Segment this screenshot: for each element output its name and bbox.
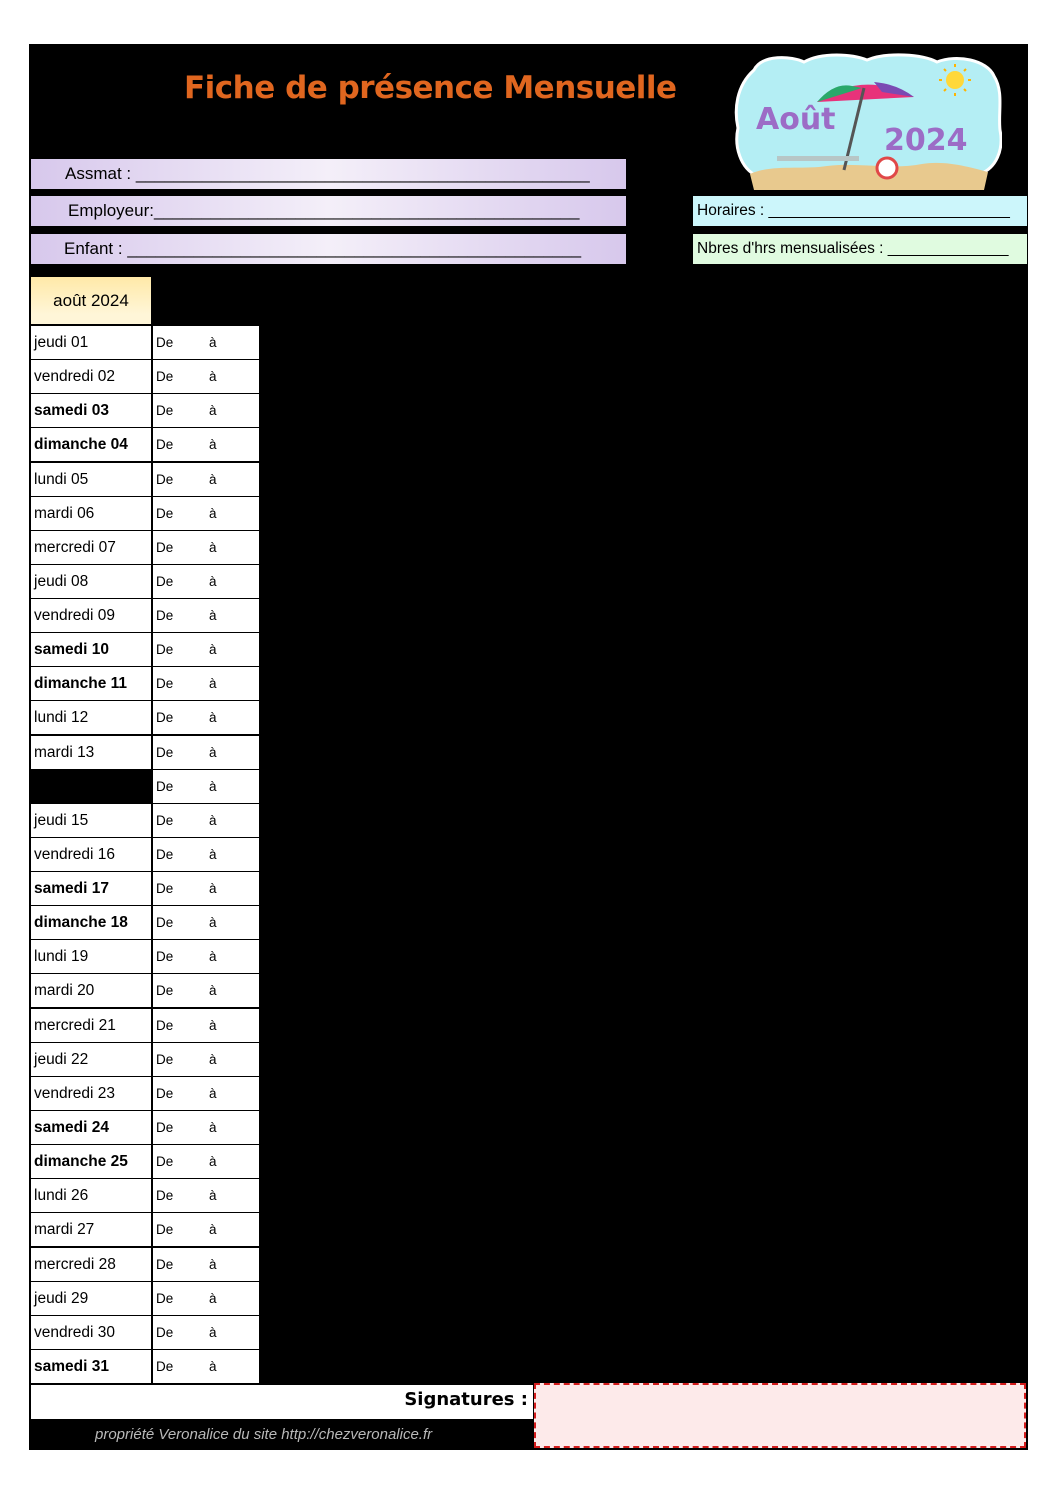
day-row	[31, 1111, 259, 1144]
to-label: à	[209, 778, 217, 794]
time-cell[interactable]	[153, 770, 259, 803]
day-row	[31, 667, 259, 700]
from-label: De	[156, 983, 174, 999]
to-label: à	[209, 1017, 217, 1033]
from-label: De	[156, 710, 174, 726]
from-label: De	[156, 539, 174, 555]
day-label: dimanche 25	[31, 1145, 151, 1178]
time-cell[interactable]	[153, 633, 259, 666]
day-label: mardi 13	[31, 736, 151, 769]
beach-ball-icon	[877, 158, 897, 178]
time-cell[interactable]	[153, 531, 259, 564]
day-label	[31, 770, 151, 803]
day-row	[31, 1248, 259, 1281]
to-label: à	[209, 1188, 217, 1204]
day-label: samedi 17	[31, 872, 151, 905]
time-cell[interactable]	[153, 804, 259, 837]
day-row	[31, 531, 259, 564]
time-cell[interactable]	[153, 1009, 259, 1042]
to-label: à	[209, 949, 217, 965]
day-label: vendredi 16	[31, 838, 151, 871]
time-cell[interactable]	[153, 565, 259, 598]
day-label: jeudi 22	[31, 1043, 151, 1076]
day-row	[31, 633, 259, 666]
time-cell[interactable]	[153, 326, 259, 359]
from-label: De	[156, 812, 174, 828]
to-label: à	[209, 676, 217, 692]
footer-credit: propriété Veronalice du site http://chezveronalice.fr	[95, 1426, 433, 1443]
day-row	[31, 565, 259, 598]
day-row	[31, 940, 259, 973]
day-row	[31, 736, 259, 769]
from-label: De	[156, 915, 174, 931]
to-label: à	[209, 335, 217, 350]
to-label: à	[209, 642, 217, 658]
time-cell[interactable]	[153, 1248, 259, 1281]
time-cell[interactable]	[153, 463, 259, 496]
day-label: samedi 31	[31, 1350, 151, 1383]
day-label: lundi 12	[31, 701, 151, 734]
to-label: à	[209, 1051, 217, 1067]
to-label: à	[209, 505, 217, 521]
to-label: à	[209, 881, 217, 897]
day-row	[31, 1350, 259, 1383]
time-cell[interactable]	[153, 736, 259, 769]
to-label: à	[209, 369, 217, 385]
time-cell[interactable]	[153, 701, 259, 734]
from-label: De	[156, 1017, 174, 1033]
to-label: à	[209, 1290, 217, 1306]
from-label: De	[156, 642, 174, 658]
signatures-label: Signatures :	[404, 1389, 528, 1410]
to-label: à	[209, 1154, 217, 1170]
to-label: à	[209, 403, 217, 419]
from-label: De	[156, 1290, 174, 1306]
assmat-label: Assmat : ________________________________________________	[65, 164, 590, 183]
time-cell[interactable]	[153, 667, 259, 700]
month-header: août 2024	[31, 277, 151, 324]
from-label: De	[156, 676, 174, 692]
page-title: Fiche de présence Mensuelle	[184, 70, 677, 106]
day-row	[31, 428, 259, 461]
to-label: à	[209, 437, 217, 453]
deck-chair-icon	[777, 156, 859, 161]
day-label: dimanche 04	[31, 428, 151, 461]
day-row	[31, 1009, 259, 1042]
time-cell[interactable]	[153, 1111, 259, 1144]
time-cell[interactable]	[153, 1043, 259, 1076]
day-label: mardi 27	[31, 1213, 151, 1246]
day-row	[31, 463, 259, 496]
to-label: à	[209, 846, 217, 862]
to-label: à	[209, 539, 217, 555]
day-label: mercredi 21	[31, 1009, 151, 1042]
day-label: samedi 10	[31, 633, 151, 666]
to-label: à	[209, 1085, 217, 1101]
time-cell[interactable]	[153, 394, 259, 427]
time-cell[interactable]	[153, 872, 259, 905]
signatures-bar	[31, 1385, 533, 1419]
from-label: De	[156, 744, 174, 760]
badge-year: 2024	[884, 123, 968, 158]
to-label: à	[209, 710, 217, 726]
day-row	[31, 770, 259, 803]
time-cell[interactable]	[153, 599, 259, 632]
day-label: samedi 24	[31, 1111, 151, 1144]
from-label: De	[156, 505, 174, 521]
signature-area[interactable]	[534, 1383, 1026, 1448]
time-cell[interactable]	[153, 1350, 259, 1383]
time-cell[interactable]	[153, 940, 259, 973]
day-row	[31, 1282, 259, 1315]
from-label: De	[156, 1154, 174, 1170]
to-label: à	[209, 744, 217, 760]
month-badge	[732, 52, 1002, 194]
from-label: De	[156, 1085, 174, 1101]
from-label: De	[156, 1051, 174, 1067]
day-label: jeudi 01	[31, 326, 151, 359]
day-label: mercredi 28	[31, 1248, 151, 1281]
day-label: lundi 19	[31, 940, 151, 973]
time-cell[interactable]	[153, 906, 259, 939]
time-cell[interactable]	[153, 1145, 259, 1178]
day-row	[31, 906, 259, 939]
from-label: De	[156, 1256, 174, 1272]
employeur-label: Employeur:_____________________________________________	[68, 201, 580, 220]
from-label: De	[156, 608, 174, 624]
day-label: samedi 03	[31, 394, 151, 427]
horaires-label: Horaires : ____________________________	[697, 202, 1010, 219]
time-cell[interactable]	[153, 974, 259, 1007]
day-label: lundi 26	[31, 1179, 151, 1212]
time-cell[interactable]	[153, 1179, 259, 1212]
day-row	[31, 872, 259, 905]
to-label: à	[209, 983, 217, 999]
day-row	[31, 838, 259, 871]
from-label: De	[156, 369, 174, 385]
day-label: dimanche 18	[31, 906, 151, 939]
time-cell[interactable]	[153, 428, 259, 461]
time-cell[interactable]	[153, 497, 259, 530]
to-label: à	[209, 608, 217, 624]
from-label: De	[156, 437, 174, 453]
from-label: De	[156, 949, 174, 965]
from-label: De	[156, 335, 174, 350]
day-label: jeudi 08	[31, 565, 151, 598]
day-row	[31, 1179, 259, 1212]
day-row	[31, 1043, 259, 1076]
from-label: De	[156, 1188, 174, 1204]
from-label: De	[156, 778, 174, 794]
day-label: mardi 20	[31, 974, 151, 1007]
horaires-field[interactable]	[693, 196, 1027, 226]
day-label: vendredi 02	[31, 360, 151, 393]
from-label: De	[156, 1358, 174, 1374]
from-label: De	[156, 471, 174, 487]
time-cell[interactable]	[153, 1282, 259, 1315]
day-row	[31, 394, 259, 427]
time-cell[interactable]	[153, 838, 259, 871]
from-label: De	[156, 573, 174, 589]
from-label: De	[156, 1324, 174, 1340]
to-label: à	[209, 1222, 217, 1238]
day-label: mercredi 07	[31, 531, 151, 564]
to-label: à	[209, 471, 217, 487]
day-row	[31, 497, 259, 530]
to-label: à	[209, 1256, 217, 1272]
sun-icon	[946, 71, 964, 89]
day-row	[31, 1145, 259, 1178]
to-label: à	[209, 573, 217, 589]
to-label: à	[209, 1358, 217, 1374]
day-label: jeudi 15	[31, 804, 151, 837]
enfant-field[interactable]	[31, 234, 626, 264]
day-row	[31, 1077, 259, 1110]
time-cell[interactable]	[153, 1213, 259, 1246]
assmat-field[interactable]	[31, 159, 626, 189]
from-label: De	[156, 1119, 174, 1135]
day-label: vendredi 09	[31, 599, 151, 632]
day-label: mardi 06	[31, 497, 151, 530]
nbres-heures-field[interactable]	[693, 234, 1027, 264]
employeur-field[interactable]	[31, 196, 626, 226]
day-row	[31, 804, 259, 837]
day-row	[31, 326, 259, 359]
day-row	[31, 599, 259, 632]
time-cell[interactable]	[153, 1077, 259, 1110]
day-row	[31, 360, 259, 393]
badge-month: Août	[756, 102, 836, 137]
from-label: De	[156, 403, 174, 419]
day-label: dimanche 11	[31, 667, 151, 700]
day-row	[31, 701, 259, 734]
day-label: lundi 05	[31, 463, 151, 496]
day-row	[31, 974, 259, 1007]
time-cell[interactable]	[153, 360, 259, 393]
day-label: vendredi 23	[31, 1077, 151, 1110]
day-row	[31, 1316, 259, 1349]
to-label: à	[209, 915, 217, 931]
from-label: De	[156, 846, 174, 862]
nbres-heures-label: Nbres d'hrs mensualisées : ______________	[697, 240, 1009, 257]
day-row	[31, 1213, 259, 1246]
time-cell[interactable]	[153, 1316, 259, 1349]
from-label: De	[156, 1222, 174, 1238]
from-label: De	[156, 881, 174, 897]
enfant-label: Enfant : ________________________________________________	[64, 239, 582, 258]
to-label: à	[209, 1119, 217, 1135]
day-label: jeudi 29	[31, 1282, 151, 1315]
to-label: à	[209, 1324, 217, 1340]
to-label: à	[209, 812, 217, 828]
day-label: vendredi 30	[31, 1316, 151, 1349]
